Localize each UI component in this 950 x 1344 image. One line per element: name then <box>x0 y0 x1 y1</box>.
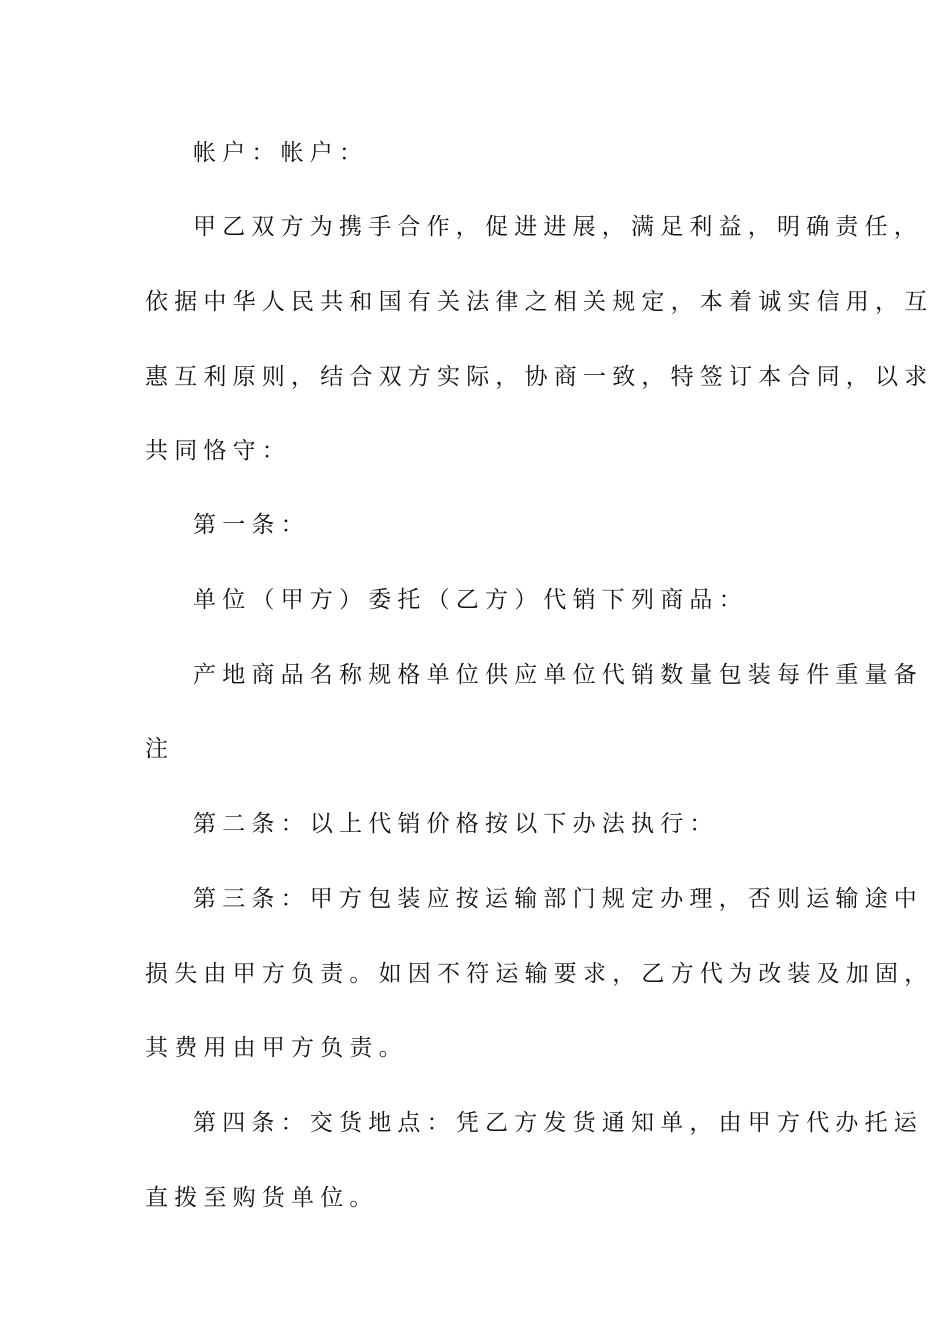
article-4-line-2: 直拨至购货单位。 <box>145 1185 379 1211</box>
article-4-line-1: 第四条：交货地点：凭乙方发货通知单，由甲方代办托运 <box>193 1110 923 1136</box>
preamble-line-4: 共同恪守： <box>145 438 291 464</box>
article-3-line-3: 其费用由甲方负责。 <box>145 1035 408 1061</box>
preamble-line-3: 惠互利原则，结合双方实际，协商一致，特签订本合同，以求 <box>145 364 934 390</box>
article-2-text: 第二条：以上代销价格按以下办法执行： <box>193 811 719 837</box>
article-1-heading: 第一条： <box>193 512 310 538</box>
article-1-text: 单位（甲方）委托（乙方）代销下列商品： <box>193 587 748 613</box>
article-3-line-2: 损失由甲方负责。如因不符运输要求，乙方代为改装及加固， <box>145 961 934 987</box>
article-3-line-1: 第三条：甲方包装应按运输部门规定办理，否则运输途中 <box>193 886 923 912</box>
preamble-line-1: 甲乙双方为携手合作，促进进展，满足利益，明确责任， <box>193 214 923 240</box>
goods-columns-line-2: 注 <box>145 736 175 762</box>
goods-columns-line-1: 产地商品名称规格单位供应单位代销数量包装每件重量备 <box>193 662 923 688</box>
preamble-line-2: 依据中华人民共和国有关法律之相关规定，本着诚实信用，互 <box>145 289 934 315</box>
account-line: 帐户：帐户： <box>193 140 369 166</box>
